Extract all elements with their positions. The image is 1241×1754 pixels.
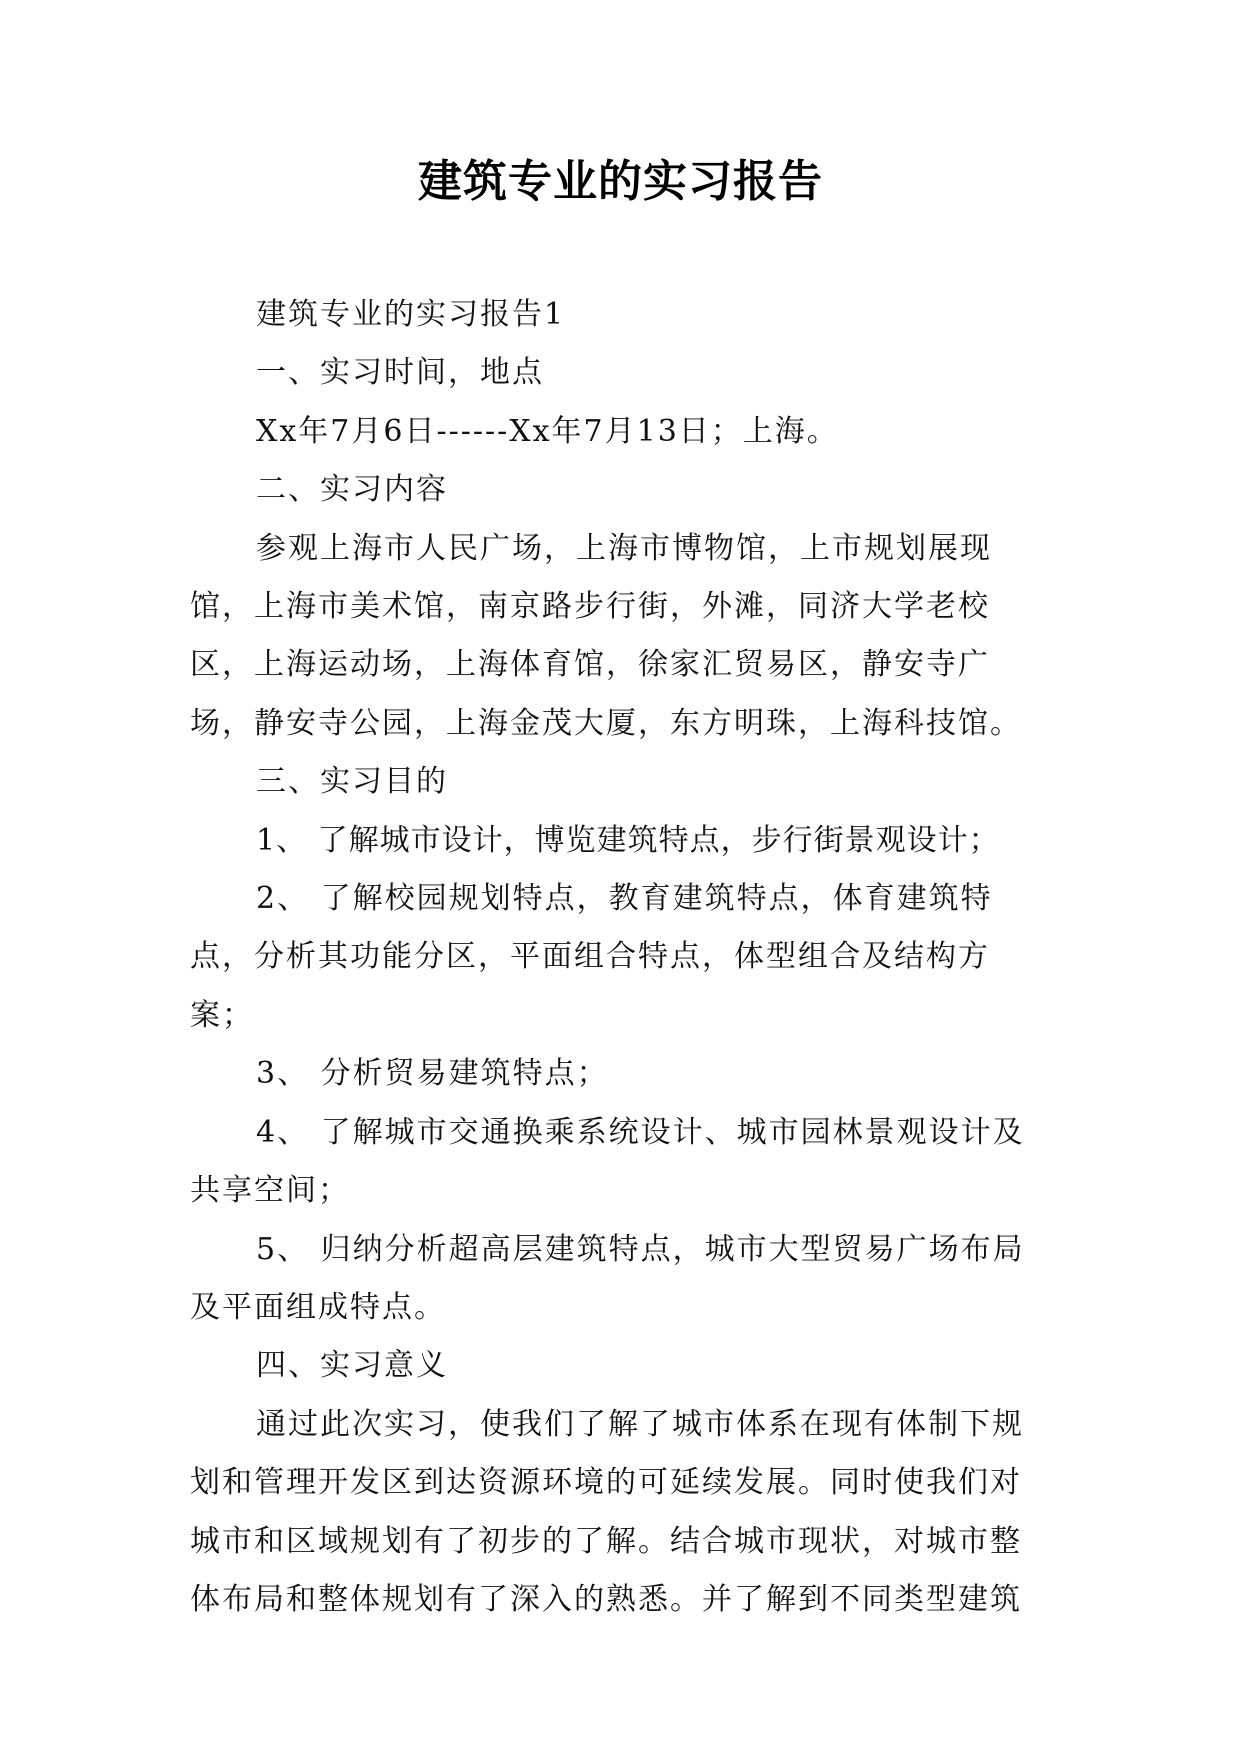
purpose-item-5: 5、 归纳分析超高层建筑特点，城市大型贸易广场布局及平面组成特点。 — [190, 1231, 1025, 1325]
purpose-item-1: 1、 了解城市设计，博览建筑特点，步行街景观设计； — [256, 822, 1000, 858]
report-heading: 建筑专业的实习报告1 — [256, 297, 566, 332]
document-title: 建筑专业的实习报告 — [418, 156, 823, 207]
section-heading-significance: 四、实习意义 — [256, 1348, 448, 1384]
section-heading-content: 二、实习内容 — [256, 472, 448, 508]
section-heading-time-place: 一、实习时间，地点 — [256, 355, 544, 391]
content-paragraph: 参观上海市人民广场，上海市博物馆，上市规划展现馆，上海市美术馆，南京路步行街，外滩，同济大学老校区，上海运动场，上海体育馆，徐家汇贸易区，静安寺广场，静安寺公园，上海金茂大厦，东方明珠，上海科技馆。 — [190, 530, 1022, 741]
purpose-item-2: 2、 了解校园规划特点，教育建筑特点，体育建筑特点，分析其功能分区，平面组合特点，体型组合及结构方案； — [190, 881, 993, 1033]
purpose-item-4: 4、 了解城市交通换乘系统设计、城市园林景观设计及共享空间； — [190, 1114, 1025, 1209]
document-body — [190, 286, 1050, 1629]
significance-paragraph: 通过此次实习，使我们了解了城市体系在现有体制下规划和管理开发区到达资源环境的可延续发展。同时使我们对城市和区域规划有了初步的了解。结合城市现状，对城市整体布局和整体规划有了深入的熟悉。并了解到不同类型建筑 — [190, 1406, 1024, 1617]
section-heading-purpose: 三、实习目的 — [256, 764, 448, 800]
purpose-item-3: 3、 分析贸易建筑特点； — [256, 1056, 609, 1092]
time-place-text: Xx年7月6日------Xx年7月13日；上海。 — [256, 413, 839, 449]
